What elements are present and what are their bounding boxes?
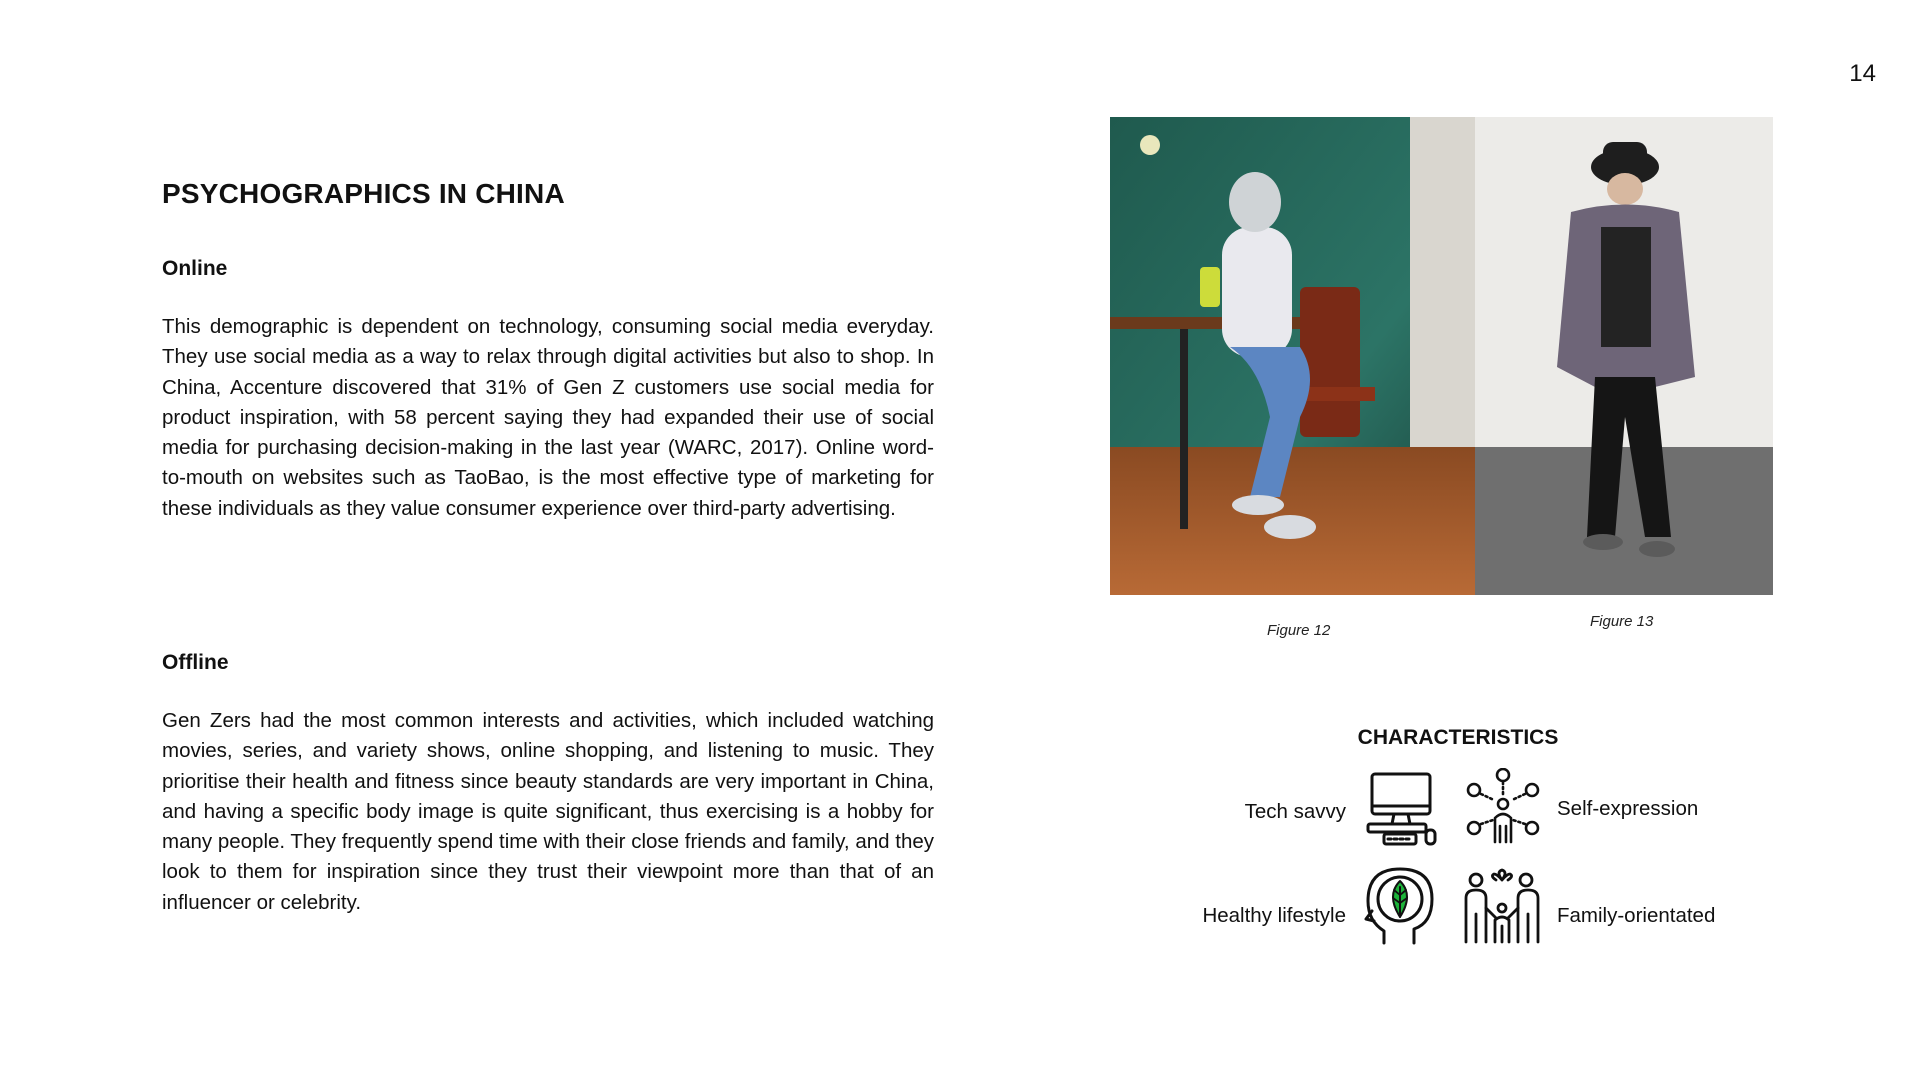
person-emotions-icon [1464,768,1542,846]
online-paragraph: This demographic is dependent on technology, consuming social media everyday. They use social media as a way to relax through digital activities but also to shop. In China, Accenture discovered that 31% of Gen Z customers use social media for product inspiration, with 58 percent saying they had expanded their use of social media for purchasing decision-making in the last year (WARC, 2017). Online word-to-mouth on websites such as TaoBao, is the most effective type of marketing for these individuals as they value consumer experience over third-party advertising. [162,315,934,520]
tech-savvy-label: Tech savvy [1244,800,1346,823]
figure-13-photo [1475,117,1773,595]
offline-paragraph: Gen Zers had the most common interests and activities, which included watching movies, series, and variety shows, online shopping, and listening to music. They prioritise their health and fitness since beauty standards are very important in China, and having a specific body image is quite significant, thus exercising is a hobby for many people. They frequently spend time with their close friends and family, and they look to them for inspiration since they trust their viewpoint more than that of an influencer or celebrity. [162,709,934,914]
family-icon [1462,866,1542,944]
online-heading: Online [162,257,228,280]
figure-12-photo [1110,117,1475,595]
healthy-lifestyle-label: Healthy lifestyle [1202,904,1346,927]
head-leaf-icon [1362,865,1438,945]
self-expression-label: Self-expression [1557,797,1699,820]
offline-heading: Offline [162,651,229,674]
characteristics-title: CHARACTERISTICS [1357,726,1559,749]
page-title: PSYCHOGRAPHICS IN CHINA [162,178,565,209]
computer-icon [1364,770,1440,846]
figure-13-caption: Figure 13 [1590,613,1654,630]
page-number: 14 [1849,60,1876,87]
figure-12-caption: Figure 12 [1267,622,1331,639]
family-orientated-label: Family-orientated [1557,904,1716,927]
